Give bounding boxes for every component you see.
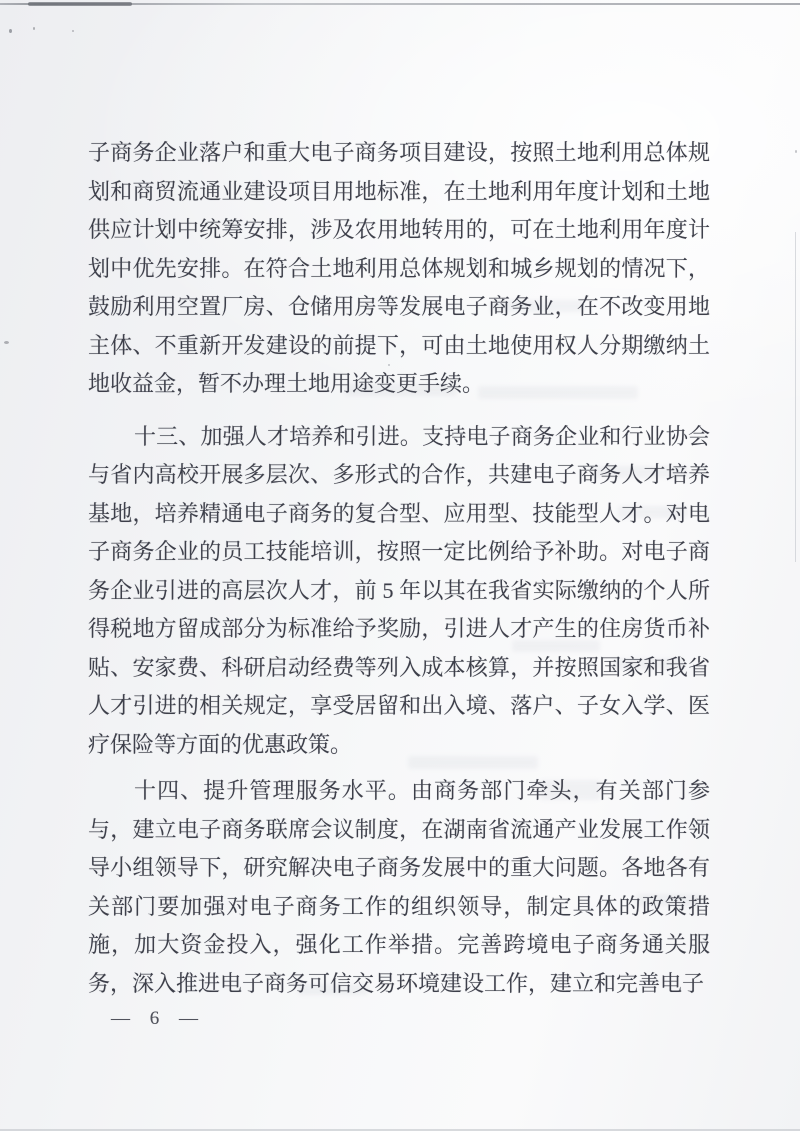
text-line: 子商务企业落户和重大电子商务项目建设，按照土地利用总体规 — [88, 140, 710, 165]
paragraph — [88, 134, 710, 404]
scan-speck — [4, 341, 9, 344]
scan-edge-right-line — [795, 232, 796, 562]
text-line: 关部门要加强对电子商务工作的组织领导，制定具体的政策措 — [88, 893, 710, 919]
text-line: 疗保险等方面的优惠政策。 — [88, 731, 353, 757]
text-line: 与省内高校开展多层次、多形式的合作，共建电子商务人才培养 — [88, 462, 710, 487]
scan-edge-top-blob — [28, 2, 132, 6]
scan-speck — [33, 27, 35, 30]
text-line: 地收益金，暂不办理土地用途变更手续。 — [88, 371, 485, 396]
text-line: 与，建立电子商务联席会议制度，在湖南省流通产业发展工作领 — [88, 816, 710, 842]
paragraph — [88, 772, 710, 1003]
text-line: 子商务企业的员工技能培训，按照一定比例给予补助。对电子商 — [88, 539, 710, 564]
text-line: 主体、不重新开发建设的前提下，可由土地使用权人分期缴纳土 — [88, 332, 710, 358]
scan-speck — [795, 150, 797, 153]
page-number: — 6 — — [111, 1008, 199, 1029]
text-line: 贴、安家费、科研启动经费等列入成本核算，并按照国家和我省 — [88, 654, 710, 680]
text-line: 得税地方留成部分为标准给予奖励，引进人才产生的住房货币补 — [88, 616, 710, 641]
scan-speck — [72, 30, 74, 32]
text-line: 施，加大资金投入，强化工作举措。完善跨境电子商务通关服 — [88, 932, 710, 957]
text-line: 十四、提升管理服务水平。由商务部门牵头，有关部门参 — [134, 778, 710, 803]
text-line: 划中优先安排。在符合土地利用总体规划和城乡规划的情况下， — [88, 255, 710, 281]
text-line: 基地，培养精通电子商务的复合型、应用型、技能型人才。对电 — [88, 500, 710, 526]
document-body — [88, 134, 710, 1003]
text-line: 务企业引进的高层次人才，前 5 年以其在我省实际缴纳的个人所 — [88, 577, 710, 603]
paragraph — [88, 418, 710, 765]
scan-speck — [9, 29, 12, 33]
text-line: 导小组领导下，研究解决电子商务发展中的重大问题。各地各有 — [88, 855, 710, 880]
text-line: 人才引进的相关规定，享受居留和出入境、落户、子女入学、医 — [88, 693, 710, 718]
text-line: 划和商贸流通业建设项目用地标准，在土地利用年度计划和土地 — [88, 178, 710, 204]
text-line: 十三、加强人才培养和引进。支持电子商务企业和行业协会 — [134, 423, 710, 449]
text-line: 鼓励利用空置厂房、仓储用房等发展电子商务业，在不改变用地 — [88, 294, 710, 319]
text-line: 务，深入推进电子商务可信交易环境建设工作，建立和完善电子 — [88, 970, 705, 996]
text-line: 供应计划中统筹安排，涉及农用地转用的，可在土地利用年度计 — [88, 217, 710, 242]
